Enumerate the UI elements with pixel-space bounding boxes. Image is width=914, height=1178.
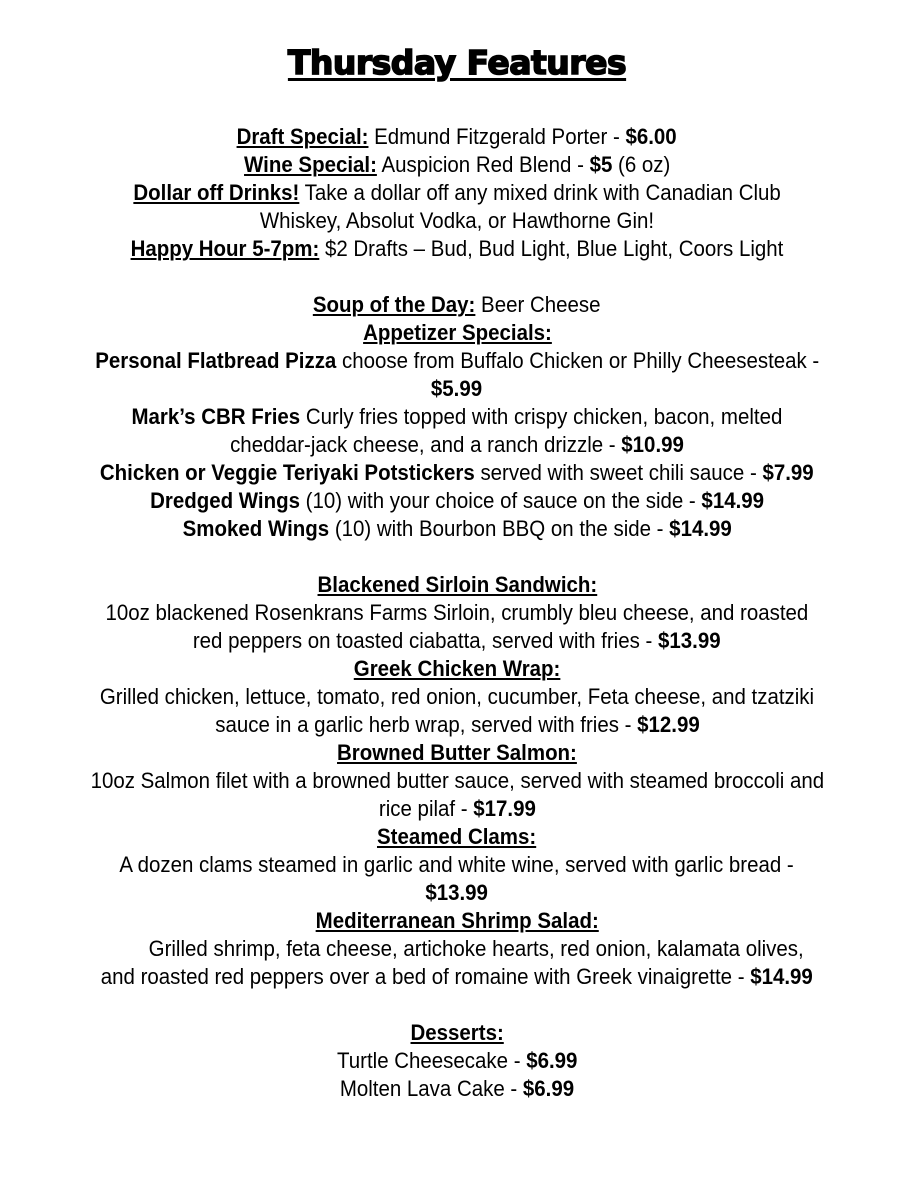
happy-hour-label: Happy Hour 5-7pm: bbox=[130, 236, 320, 261]
desserts-heading bbox=[0, 1019, 914, 1047]
entree-heading-text: Steamed Clams: bbox=[377, 824, 537, 849]
entree-price: $13.99 bbox=[658, 628, 721, 653]
appetizer-item bbox=[0, 459, 914, 487]
appetizer-desc: choose from Buffalo Chicken or Philly Cheesesteak - bbox=[336, 348, 820, 373]
entree-heading-text: Mediterranean Shrimp Salad: bbox=[315, 908, 599, 933]
appetizer-price: $14.99 bbox=[701, 488, 764, 513]
entree-desc bbox=[0, 935, 914, 963]
entree-desc-text: 10oz blackened Rosenkrans Farms Sirloin, crumbly bleu cheese, and roasted bbox=[105, 600, 809, 625]
wine-special-label: Wine Special: bbox=[243, 152, 377, 177]
appetizer-item bbox=[0, 487, 914, 515]
appetizer-desc: (10) with Bourbon BBQ on the side - bbox=[328, 516, 669, 541]
entree-desc-text: 10oz Salmon filet with a browned butter sauce, served with steamed broccoli and bbox=[90, 768, 824, 793]
dessert-item bbox=[0, 1047, 914, 1075]
appetizer-desc-cont: cheddar-jack cheese, and a ranch drizzle - bbox=[230, 432, 622, 457]
appetizer-name: Smoked Wings bbox=[182, 516, 329, 541]
appetizer-heading bbox=[0, 319, 914, 347]
happy-hour-text: $2 Drafts – Bud, Bud Light, Blue Light, Coors Light bbox=[319, 236, 784, 261]
spacer bbox=[0, 263, 914, 291]
dessert-name: Turtle Cheesecake - bbox=[336, 1048, 526, 1073]
draft-special bbox=[0, 123, 914, 151]
entree-desc-text: and roasted red peppers over a bed of romaine with Greek vinaigrette - bbox=[100, 964, 751, 989]
appetizer-name: Mark’s CBR Fries bbox=[131, 404, 301, 429]
entree-heading-text: Browned Butter Salmon: bbox=[337, 740, 577, 765]
entree-price: $12.99 bbox=[636, 712, 700, 737]
wine-special-price: $5 bbox=[589, 152, 613, 177]
dollar-off-text-2: Whiskey, Absolut Vodka, or Hawthorne Gin! bbox=[259, 208, 655, 233]
menu-body bbox=[0, 123, 914, 1103]
dollar-off-drinks-cont bbox=[0, 207, 914, 235]
dessert-name: Molten Lava Cake - bbox=[339, 1076, 523, 1101]
soup-text: Beer Cheese bbox=[475, 292, 601, 317]
draft-special-price: $6.00 bbox=[625, 124, 678, 149]
spacer bbox=[0, 991, 914, 1019]
entree-heading bbox=[0, 655, 914, 683]
entree-desc bbox=[0, 795, 914, 823]
entree-desc-text: rice pilaf - bbox=[378, 796, 473, 821]
appetizer-desc: served with sweet chili sauce - bbox=[474, 460, 763, 485]
happy-hour bbox=[0, 235, 914, 263]
entree-desc bbox=[0, 683, 914, 711]
wine-special-text: Auspicion Red Blend - bbox=[376, 152, 590, 177]
entree-desc bbox=[0, 711, 914, 739]
appetizer-price: $5.99 bbox=[431, 376, 483, 401]
title-text: Thursday Features bbox=[287, 43, 627, 82]
entree-heading bbox=[0, 571, 914, 599]
entree-heading bbox=[0, 907, 914, 935]
appetizer-price: $10.99 bbox=[621, 432, 684, 457]
appetizer-desc: (10) with your choice of sauce on the side - bbox=[299, 488, 702, 513]
appetizer-item bbox=[0, 403, 914, 431]
entree-price: $17.99 bbox=[472, 796, 536, 821]
entree-price: $13.99 bbox=[425, 880, 489, 905]
appetizer-item bbox=[0, 347, 914, 375]
appetizer-name: Personal Flatbread Pizza bbox=[94, 348, 337, 373]
page-title bbox=[0, 38, 914, 88]
spacer bbox=[0, 543, 914, 571]
entree-desc bbox=[0, 963, 914, 991]
appetizer-heading-text: Appetizer Specials: bbox=[362, 320, 552, 345]
appetizer-name: Dredged Wings bbox=[150, 488, 300, 513]
desserts-heading-text: Desserts: bbox=[410, 1020, 504, 1045]
draft-special-text: Edmund Fitzgerald Porter - bbox=[368, 124, 626, 149]
dessert-price: $6.99 bbox=[525, 1048, 578, 1073]
dessert-item bbox=[0, 1075, 914, 1103]
entree-heading-text: Greek Chicken Wrap: bbox=[353, 656, 561, 681]
entree-desc-text: A dozen clams steamed in garlic and white wine, served with garlic bread - bbox=[119, 852, 795, 877]
entree-desc bbox=[0, 851, 914, 879]
appetizer-name: Chicken or Veggie Teriyaki Potstickers bbox=[100, 460, 475, 485]
entree-heading bbox=[0, 823, 914, 851]
entree-desc bbox=[0, 627, 914, 655]
soup-label: Soup of the Day: bbox=[313, 292, 476, 317]
entree-desc-text: Grilled chicken, lettuce, tomato, red onion, cucumber, Feta cheese, and tzatziki bbox=[99, 684, 815, 709]
wine-special bbox=[0, 151, 914, 179]
dollar-off-text-1: Take a dollar off any mixed drink with Canadian Club bbox=[299, 180, 781, 205]
appetizer-item-cont bbox=[0, 375, 914, 403]
entree-price: $14.99 bbox=[750, 964, 813, 989]
appetizer-item bbox=[0, 515, 914, 543]
soup-of-the-day bbox=[0, 291, 914, 319]
entree-desc-text: red peppers on toasted ciabatta, served with fries - bbox=[193, 628, 659, 653]
entree-desc-text: sauce in a garlic herb wrap, served with fries - bbox=[214, 712, 637, 737]
dollar-off-label: Dollar off Drinks! bbox=[133, 180, 300, 205]
entree-desc bbox=[0, 767, 914, 795]
draft-special-label: Draft Special: bbox=[236, 124, 369, 149]
entree-heading bbox=[0, 739, 914, 767]
appetizer-price: $14.99 bbox=[668, 516, 732, 541]
entree-desc bbox=[0, 599, 914, 627]
appetizer-desc: Curly fries topped with crispy chicken, bacon, melted bbox=[300, 404, 783, 429]
appetizer-price: $7.99 bbox=[762, 460, 814, 485]
entree-desc bbox=[0, 879, 914, 907]
dessert-price: $6.99 bbox=[522, 1076, 575, 1101]
dollar-off-drinks bbox=[0, 179, 914, 207]
wine-special-note: (6 oz) bbox=[612, 152, 671, 177]
entree-heading-text: Blackened Sirloin Sandwich: bbox=[317, 572, 597, 597]
entree-desc-text: Grilled shrimp, feta cheese, artichoke hearts, red onion, kalamata olives, bbox=[148, 936, 804, 961]
appetizer-item-cont bbox=[0, 431, 914, 459]
